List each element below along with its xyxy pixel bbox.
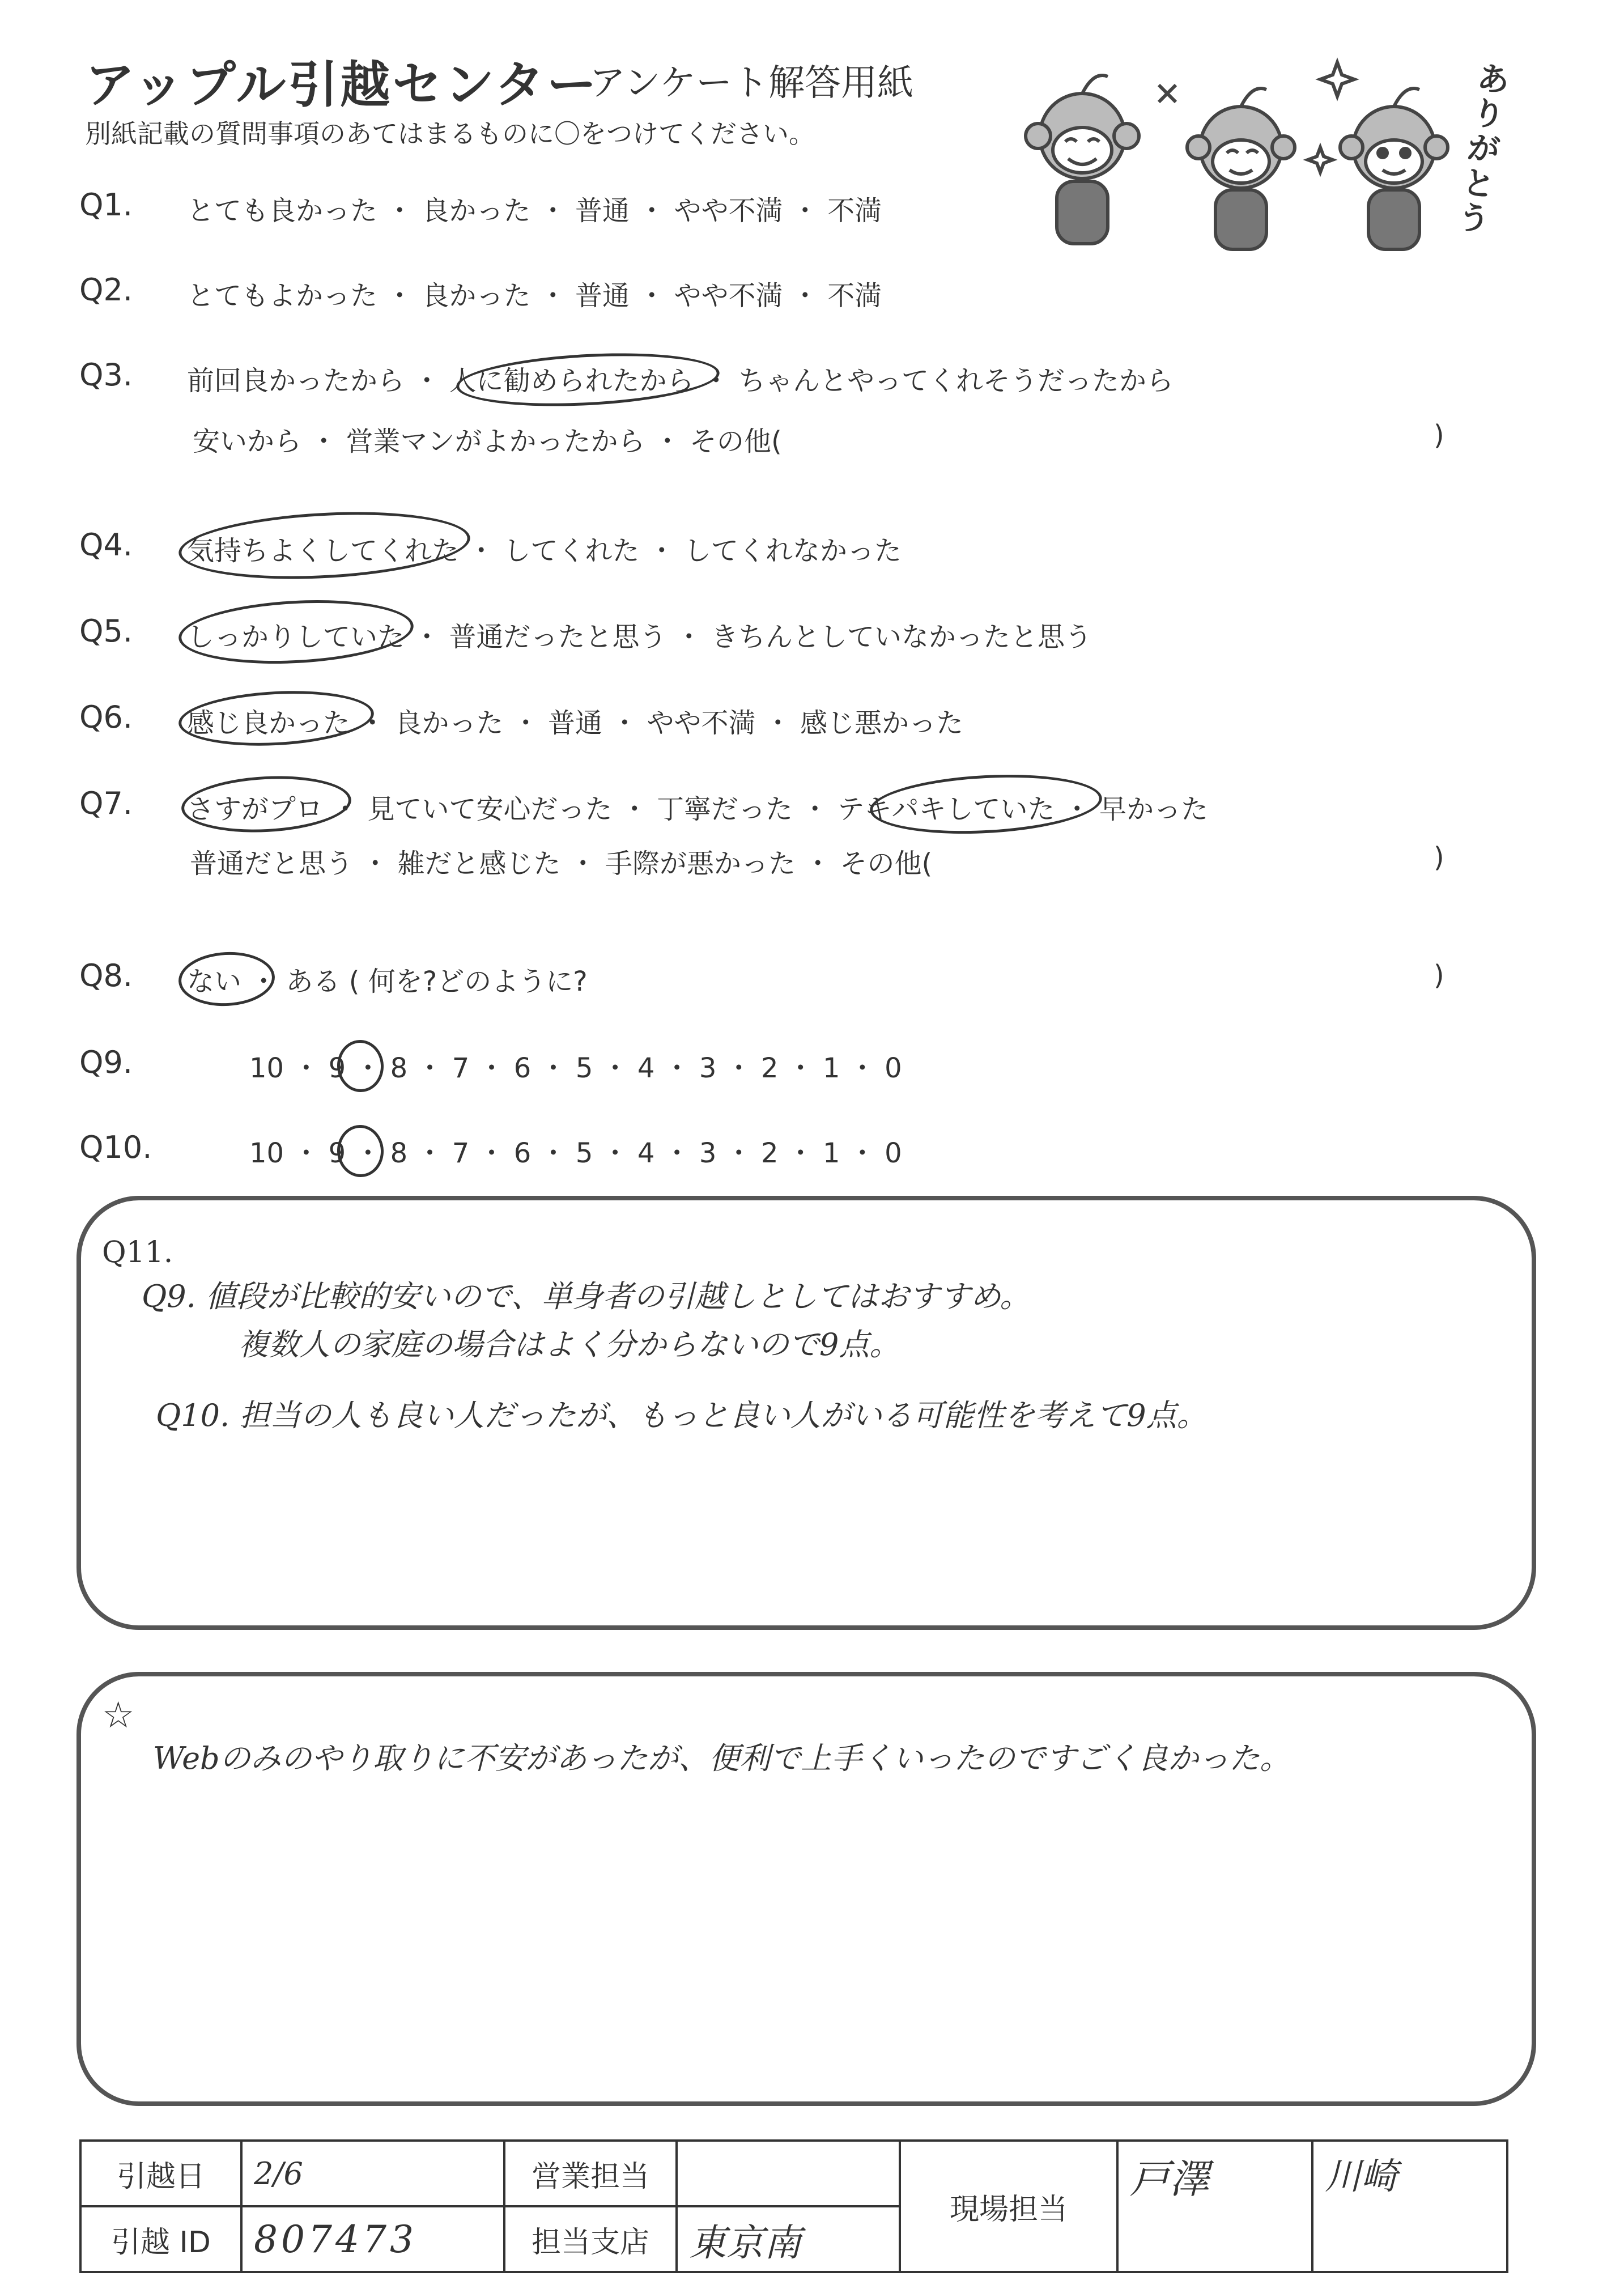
move-date-handwritten: 2/6 (254, 2155, 303, 2192)
q5-options: しっかりしていた ・ 普通だったと思う ・ きちんとしていなかったと思う (187, 621, 1092, 653)
q1-label: Q1. (79, 187, 133, 223)
q7-label: Q7. (79, 785, 133, 821)
q3-options-line1: 前回良かったから ・ 人に勧められたから ・ ちゃんとやってくれそうだったから (187, 365, 1174, 397)
staff-info-table (79, 2139, 1508, 2273)
monkey-mascots-icon (1003, 51, 1513, 255)
q3-paren-close: ) (1434, 419, 1444, 451)
q10-label: Q10. (79, 1129, 152, 1165)
q1-options: とても良かった ・ 良かった ・ 普通 ・ やや不満 ・ 不満 (187, 195, 882, 227)
free-comment-handwritten: Webのみのやり取りに不安があったが、便利で上手くいったのですごく良かった。 (153, 1740, 1291, 1776)
sales-staff-value (677, 2141, 900, 2206)
q2-options: とてもよかった ・ 良かった ・ 普通 ・ やや不満 ・ 不満 (187, 280, 882, 312)
q4-options: 気持ちよくしてくれた ・ してくれた ・ してくれなかった (187, 535, 902, 567)
q8-paren-close: ) (1434, 959, 1444, 991)
field-staff-label: 現場担当 (900, 2141, 1117, 2272)
field-staff-1-handwritten: 戸澤 (1130, 2156, 1209, 2202)
q3-answer-circle (455, 347, 721, 412)
q7-paren-close: ) (1434, 842, 1444, 873)
q4-label: Q4. (79, 527, 133, 563)
q11-handwritten-line3: Q10. 担当の人も良い人だったが、もっと良い人がいる可能性を考えて9点。 (156, 1398, 1208, 1433)
q7-options-line1: さすがプロ ・ 見ていて安心だった ・ 丁寧だった ・ テキパキしていた ・ 早かった (187, 793, 1209, 825)
move-id-label: 引越 ID (80, 2206, 241, 2272)
survey-title: アップル引越センター (85, 56, 599, 114)
q3-label: Q3. (79, 357, 133, 393)
q2-label: Q2. (79, 272, 133, 308)
sales-staff-label: 営業担当 (504, 2141, 677, 2206)
move-id-handwritten: 807473 (254, 2217, 417, 2261)
q5-answer-circle (177, 595, 415, 669)
q11-handwritten-line1: Q9. 値段が比較的安いので、単身者の引越しとしてはおすすめ。 (142, 1279, 1031, 1314)
star-icon: ☆ (102, 1695, 135, 1736)
q8-label: Q8. (79, 958, 133, 993)
field-staff-1 (1117, 2141, 1312, 2272)
q11-label: Q11. (102, 1235, 173, 1269)
q7-answer-circle-2 (869, 769, 1104, 839)
q8-answer-circle (177, 950, 277, 1009)
field-staff-2-handwritten: 川崎 (1325, 2156, 1397, 2198)
q8-options: ない ・ ある ( 何を?どのように? (187, 966, 588, 997)
q9-label: Q9. (79, 1044, 133, 1080)
thanks-text: ありがとう (1455, 59, 1512, 240)
q5-label: Q5. (79, 613, 133, 649)
survey-subtitle: アンケート解答用紙 (589, 62, 914, 104)
move-id-value (241, 2206, 504, 2272)
q3-options-line2: 安いから ・ 営業マンがよかったから ・ その他( (193, 426, 782, 457)
branch-label: 担当支店 (504, 2206, 677, 2272)
q11-handwritten-line2: 複数人の家庭の場合はよく分からないので9点。 (238, 1327, 900, 1362)
move-date-value (241, 2141, 504, 2206)
branch-value (677, 2206, 900, 2272)
q7-answer-circle-1 (180, 772, 353, 836)
q4-answer-circle (177, 506, 471, 586)
instructions: 別紙記載の質問事項のあてはまるものに〇をつけてください。 (85, 118, 815, 149)
q6-label: Q6. (79, 699, 133, 735)
q10-scale: 10 ・ 9 ・ 8 ・ 7 ・ 6 ・ 5 ・ 4 ・ 3 ・ 2 ・ 1 ・ 0 (249, 1137, 902, 1169)
field-staff-2 (1312, 2141, 1507, 2272)
q7-options-line2: 普通だと思う ・ 雑だと感じた ・ 手際が悪かった ・ その他( (190, 848, 933, 880)
q6-answer-circle (177, 686, 375, 750)
branch-handwritten: 東京南 (689, 2220, 801, 2265)
q9-scale: 10 ・ 9 ・ 8 ・ 7 ・ 6 ・ 5 ・ 4 ・ 3 ・ 2 ・ 1 ・ 0 (249, 1052, 902, 1084)
mascot-illustration (1003, 51, 1513, 255)
q6-options: 感じ良かった ・ 良かった ・ 普通 ・ やや不満 ・ 感じ悪かった (187, 707, 964, 739)
move-date-label: 引越日 (80, 2141, 241, 2206)
